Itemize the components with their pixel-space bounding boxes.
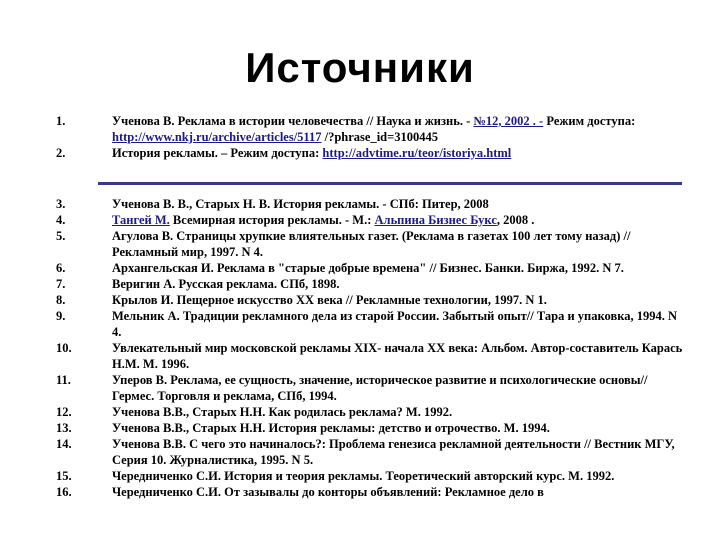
source-number: 7. bbox=[56, 277, 66, 291]
source-text-part: Мельник А. Традиции рекламного дела из старой России. Забытый опыт// Тара и упаковка, 1994. N 4. bbox=[112, 309, 678, 339]
source-text-part: , 2008 . bbox=[496, 213, 535, 227]
source-text bbox=[112, 340, 688, 372]
source-item bbox=[48, 196, 688, 212]
source-text bbox=[112, 228, 688, 260]
source-text bbox=[112, 145, 688, 161]
source-text-part: Уперов В. Реклама, ее сущность, значение, историческое развитие и психологические основы// Гермес. Торговля и реклама, СПб, 1994. bbox=[112, 373, 648, 403]
source-item bbox=[48, 404, 688, 420]
source-text bbox=[112, 292, 688, 308]
source-item bbox=[48, 276, 688, 292]
source-number: 6. bbox=[56, 261, 66, 275]
source-text bbox=[112, 372, 688, 404]
source-text-part: Чередниченко С.И. От зазывалы до конторы объявлений: Рекламное дело в bbox=[112, 485, 544, 499]
source-number: 16. bbox=[56, 485, 72, 499]
source-text bbox=[112, 212, 688, 228]
source-number: 4. bbox=[56, 213, 66, 227]
source-link[interactable]: Тангей М. bbox=[112, 213, 170, 227]
source-text bbox=[112, 276, 688, 292]
source-item bbox=[48, 260, 688, 276]
source-text bbox=[112, 420, 688, 436]
source-text bbox=[112, 468, 688, 484]
source-text-part: История рекламы. – Режим доступа: bbox=[112, 146, 323, 160]
source-item bbox=[48, 468, 688, 484]
source-link[interactable]: Альпина Бизнес Букс bbox=[374, 213, 497, 227]
source-text-part: Архангельская И. Реклама в "старые добрые времена" // Бизнес. Банки. Биржа, 1992. N 7. bbox=[112, 261, 624, 275]
source-item bbox=[48, 212, 688, 228]
source-text-part: /?phrase_id=3100445 bbox=[321, 130, 439, 144]
source-text-part: Ученова В.В., Старых Н.Н. История рекламы: детство и отрочество. М. 1994. bbox=[112, 421, 550, 435]
source-text-part: Крылов И. Пещерное искусство XX века // Рекламные технологии, 1997. N 1. bbox=[112, 293, 547, 307]
source-text-part: Ученова В. Реклама в истории человечества // Наука и жизнь. - bbox=[112, 114, 474, 128]
source-number: 15. bbox=[56, 469, 72, 483]
source-text-part: Ученова В. В., Старых Н. В. История рекламы. - СПб: Питер, 2008 bbox=[112, 197, 489, 211]
source-text-part: Веригин А. Русская реклама. СПб, 1898. bbox=[112, 277, 340, 291]
source-number: 5. bbox=[56, 229, 66, 243]
source-link[interactable]: http://www.nkj.ru/archive/articles/5117 bbox=[112, 130, 322, 144]
source-text bbox=[112, 308, 688, 340]
source-item bbox=[48, 308, 688, 340]
source-item bbox=[48, 145, 688, 161]
source-item bbox=[48, 113, 688, 145]
source-text-part: Увлекательный мир московской рекламы XIX- начала XX века: Альбом. Автор-составитель Карась Н.М. М. 1996. bbox=[112, 341, 683, 371]
source-number: 9. bbox=[56, 309, 66, 323]
source-item bbox=[48, 228, 688, 260]
source-number: 14. bbox=[56, 437, 72, 451]
source-item bbox=[48, 484, 688, 500]
source-text-part: Агулова В. Страницы хрупкие влиятельных газет. (Реклама в газетах 100 лет тому назад) // Рекламный мир, 1997. N 4. bbox=[112, 229, 631, 259]
source-number: 8. bbox=[56, 293, 66, 307]
source-link[interactable]: http://advtime.ru/teor/istoriya.html bbox=[322, 146, 512, 160]
source-item bbox=[48, 420, 688, 436]
source-item bbox=[48, 292, 688, 308]
source-number: 11. bbox=[56, 373, 71, 387]
sources-list-online bbox=[48, 113, 688, 161]
source-number: 10. bbox=[56, 341, 72, 355]
source-number: 12. bbox=[56, 405, 72, 419]
source-number: 13. bbox=[56, 421, 72, 435]
source-text bbox=[112, 484, 688, 500]
source-item bbox=[48, 340, 688, 372]
source-link[interactable]: №12, 2002 . - bbox=[473, 114, 544, 128]
source-text-part: Режим доступа: bbox=[543, 114, 636, 128]
sources-list-print bbox=[48, 196, 688, 500]
source-text bbox=[112, 196, 688, 212]
page-title: Источники bbox=[245, 44, 475, 91]
source-item bbox=[48, 436, 688, 468]
source-number: 1. bbox=[56, 114, 66, 128]
source-text bbox=[112, 113, 688, 145]
source-text bbox=[112, 260, 688, 276]
divider-line bbox=[98, 182, 682, 185]
source-item bbox=[48, 372, 688, 404]
source-number: 2. bbox=[56, 146, 66, 160]
source-text bbox=[112, 404, 688, 420]
source-number: 3. bbox=[56, 197, 66, 211]
source-text-part: Ученова В.В. С чего это начиналось?: Проблема генезиса рекламной деятельности // Вестник МГУ, Серия 10. Журналистика, 1995. N 5. bbox=[112, 437, 675, 467]
source-text-part: Чередниченко С.И. История и теория рекламы. Теоретический авторский курс. М. 1992. bbox=[112, 469, 615, 483]
source-text bbox=[112, 436, 688, 468]
source-text-part: Ученова В.В., Старых Н.Н. Как родилась реклама? М. 1992. bbox=[112, 405, 453, 419]
source-text-part: Всемирная история рекламы. - М.: bbox=[169, 213, 375, 227]
